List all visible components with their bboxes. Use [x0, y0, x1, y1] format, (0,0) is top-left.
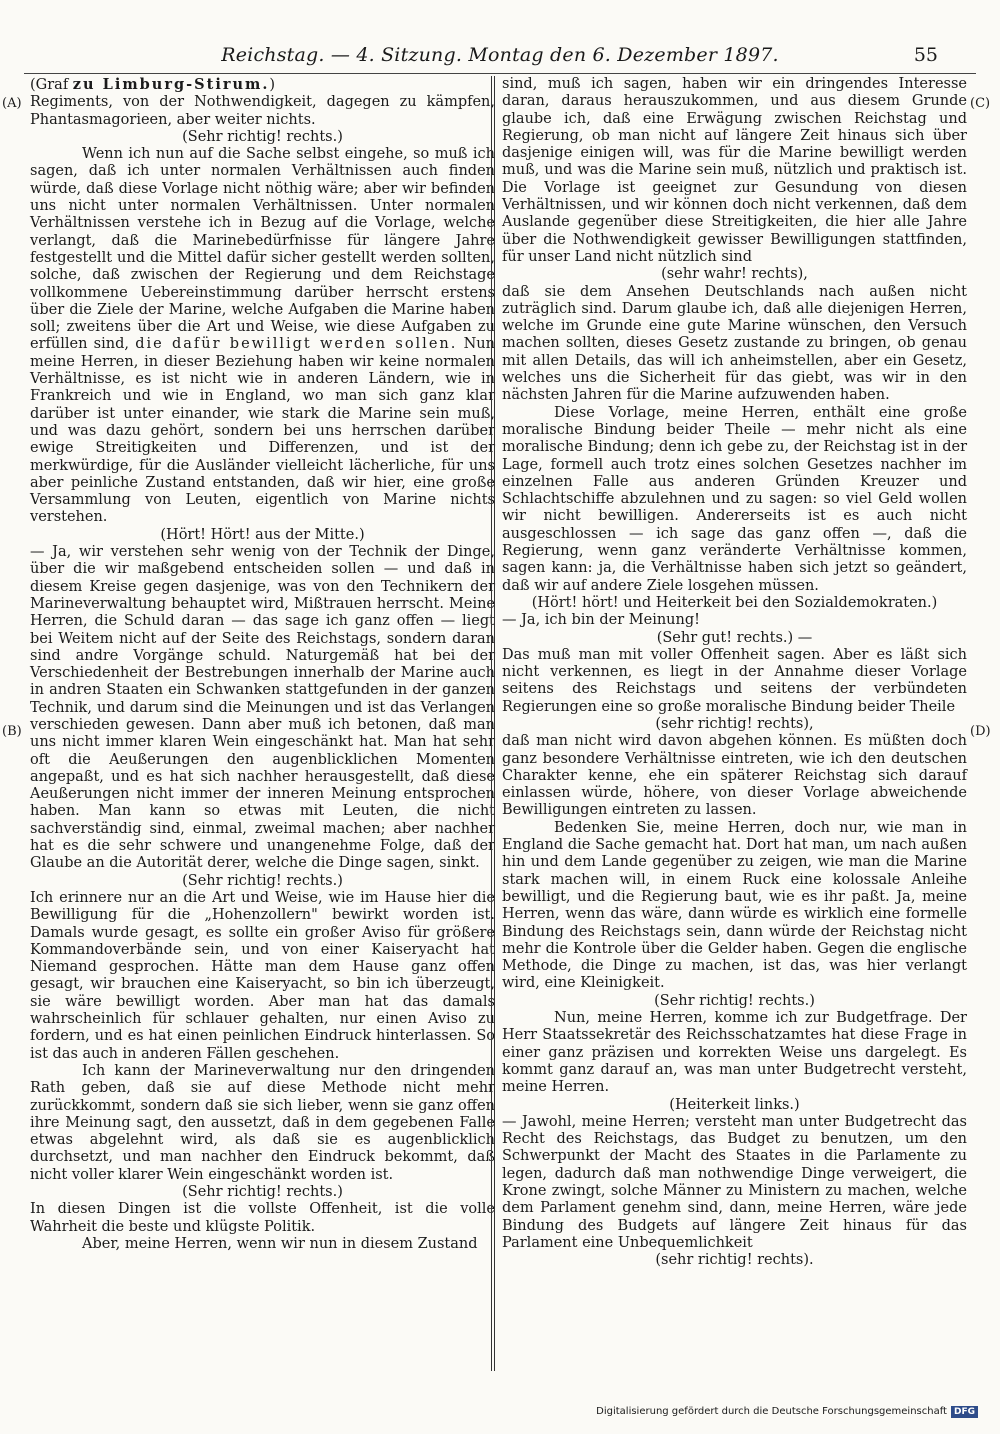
interjection: (Sehr richtig! rechts.): [182, 872, 343, 889]
interjection: (Sehr gut! rechts.) —: [656, 629, 813, 646]
margin-mark-a: (A): [2, 96, 22, 111]
page-number: 55: [913, 44, 938, 66]
paragraph: Ich erinnere nur an die Art und Weise, wie im Hause hier die Bewilligung für die „Hohenzollern" bewirkt worden ist. Damals wurde gesagt, es sollte ein großer Aviso für größere Kommandoverbände sein, und von einer Kaiseryacht hat Niemand gesprochen. Hätte man dem Hause ganz offen gesagt, wir brauchen eine Kaiseryacht, so bin ich überzeugt, sie wäre bewilligt worden. Aber man hat das damals wahrscheinlich für schlauer gehalten, nur einen Aviso zu fordern, und es hat einen peinlichen Eindruck hinterlassen. So ist das auch in anderen Fällen geschehen.: [30, 889, 495, 1062]
speaker-line: (Graf zu Limburg-Stirum.): [30, 76, 276, 93]
paragraph: Ich kann der Marineverwaltung nur den dringenden Rath geben, daß sie auf diese Methode nicht mehr zurückkommt, sondern daß sie sich lieber, wenn sie ganz offen ihre Meinung sagt, den aussetzt, daß in dem gegebenen Falle etwas abgelehnt wird, als daß sie es augenblicklich durchsetzt, und man nachher den Eindruck bekommt, daß nicht voller klarer Wein eingeschänkt worden ist.: [30, 1062, 495, 1183]
right-column: [502, 76, 967, 1269]
page-header-title: Reichstag. — 4. Sitzung. Montag den 6. Dezember 1897.: [221, 44, 779, 66]
interjection: (Hört! hört! und Heiterkeit bei den Sozialdemokraten.): [531, 594, 938, 611]
interjection: (Hört! Hört! aus der Mitte.): [160, 526, 365, 543]
paragraph: Aber, meine Herren, wenn wir nun in diesem Zustand: [82, 1235, 478, 1252]
interjection: (Sehr richtig! rechts.): [182, 1184, 343, 1200]
interjection: (Sehr richtig! rechts.): [182, 128, 343, 145]
margin-mark-b: (B): [2, 724, 22, 739]
column-divider: [491, 76, 495, 1371]
paragraph: Nun, meine Herren, komme ich zur Budgetfrage. Der Herr Staatssekretär des Reichsschatzamtes hat diese Frage in einer ganz präzisen und korrekten Weise uns dargelegt. Es kommt ganz darauf an, was man unter Budgetrecht versteht, meine Herren.: [502, 1010, 967, 1096]
interjection: (Heiterkeit links.): [669, 1096, 800, 1113]
interjection: (sehr richtig! rechts).: [655, 1252, 814, 1269]
paragraph: — Jawohl, meine Herren; versteht man unter Budgetrecht das Recht des Reichstags, das Budget zu benutzen, um den Schwerpunkt der Macht des Staates in die Parlamente zu legen, dadurch daß man nothwendige Dinge verweigert, die Krone zwingt, solche Männer zu Ministern zu machen, welche dem Parlament genehm sind, dann, meine Herren, wäre jede Bindung des Budgets auf längere Zeit hinaus für das Parlament eine Unbequemlichkeit: [502, 1113, 967, 1251]
margin-mark-d: (D): [970, 724, 991, 739]
paragraph: Bedenken Sie, meine Herren, doch nur, wie man in England die Sache gemacht hat. Dort hat man, um nach außen hin und dem Lande gegenüber zu zeigen, wie man die Marine stark machen will, in einem Ruck eine kolossale Anleihe bewilligt, und die Regierung baut, wie es ihr paßt. Ja, meine Herren, wenn das wäre, dann würde es wirklich eine formelle Bindung des Reichstags sein, dann würde der Reichstag nicht mehr die Kontrole über die Gelder haben. Gegen die englische Methode, die Dinge zu machen, ist das, was hier verlangt wird, eine Kleinigkeit.: [502, 819, 967, 992]
interjection: (Sehr richtig! rechts.): [654, 992, 815, 1009]
interjection: (sehr wahr! rechts),: [661, 266, 808, 283]
paragraph: sind, muß ich sagen, haben wir ein dringendes Interesse daran, daraus herauszukommen, und aus diesem Grunde glaube ich, daß eine Erwägung zwischen Reichstag und Regierung, ob man nicht auf längere Zeit hinaus sich über dasjenige einigen will, was für die Marine bewilligt werden muß, und was die Marine sein muß, nützlich und praktisch ist. Die Vorlage ist geeignet zur Gesundung von diesen Verhältnissen, und wir können doch nicht verkennen, daß dem Auslande gegenüber diese Streitigkeiten, die hier alle Jahre über die Nothwendigkeit gewisser Bewilligungen stattfinden, für unser Land nicht nützlich sind: [502, 76, 967, 265]
interjection: (sehr richtig! rechts),: [655, 715, 814, 732]
speaker-name: zu Limburg-Stirum.: [72, 76, 270, 93]
dfg-logo: DFG: [951, 1406, 978, 1418]
margin-mark-c: (C): [970, 96, 991, 111]
footer-text: Digitalisierung gefördert durch die Deutsche Forschungsgemeinschaft: [596, 1406, 947, 1417]
header-rule: [24, 73, 976, 74]
paragraph: Wenn ich nun auf die Sache selbst eingehe, so muß ich sagen, daß ich unter normalen Verhältnissen auch finden würde, daß diese Vorlage nicht nöthig wäre; aber wir befinden uns nicht unter normalen Verhältnissen. Unter normalen Verhältnissen verstehe ich in Bezug auf die Vorlage, welche verlangt, daß die Marinebedürfnisse für längere Jahre festgestellt und die Mittel dafür sicher gestellt werden sollten, solche, daß zwischen der Regierung und dem Reichstage vollkommene Uebereinstimmung darüber herrscht erstens über die Ziele der Marine, welche Aufgaben die Marine haben soll; zweitens über die Art und Weise, wie diese Aufgaben zu erfüllen sind, die dafür bewilligt werden sollen. Nun meine Herren, in dieser Beziehung haben wir keine normalen Verhältnisse, es ist nicht wie in anderen Ländern, wie in Frankreich und wie in England, wo man sich ganz klar darüber ist unter einander, wie stark die Marine sein muß, und was dazu gehört, sondern bei uns herrschen darüber ewige Streitigkeiten und Differenzen, und ist der merkwürdige, für die Ausländer vielleicht lächerliche, für uns aber peinliche Zustand entstanden, daß wir hier, eine große Versammlung von Leuten, eigentlich von Marine nichts verstehen.: [30, 146, 495, 526]
paragraph: Regiments, von der Nothwendigkeit, dagegen zu kämpfen, Phantasmagorieen, aber weiter nichts.: [30, 94, 495, 128]
paragraph: — Ja, wir verstehen sehr wenig von der Technik der Dinge, über die wir maßgebend entscheiden sollen — und daß in diesem Kreise gegen dasjenige, was von den Technikern der Marineverwaltung behauptet wird, Mißtrauen herrscht. Meine Herren, die Schuld daran — das sage ich ganz offen — liegt bei Weitem nicht auf der Seite des Reichstags, sondern daran sind andre Vorgänge schuld. Naturgemäß hat bei der Verschiedenheit der Bestrebungen innerhalb der Marine auch in andren Staaten ein Schwanken stattgefunden in der ganzen Technik, und darum sind die Meinungen und ist das Verlangen verschieden gewesen. Dann aber muß ich betonen, daß man uns nicht immer klaren Wein eingeschänkt hat. Man hat sehr oft die Aeußerungen den augenblicklichen Momenten angepaßt, und es hat sich nachher herausgestellt, daß diese Aeußerungen nicht immer der inneren Meinung entsprochen haben. Man kann so etwas mit Leuten, die nicht sachverständig sind, einmal, zweimal machen; aber nachher hat es die sehr schwere und unangenehme Folge, daß der Glaube an die Autorität derer, welche die Dinge sagen, sinkt.: [30, 544, 495, 872]
paragraph: daß sie dem Ansehen Deutschlands nach außen nicht zuträglich sind. Darum glaube ich, daß alle diejenigen Herren, welche im Grunde eine gute Marine wünschen, den Versuch machen sollten, dieses Gesetz zustande zu bringen, ob genau mit allen Details, das will ich anheimstellen, aber ein Gesetz, welches uns die Sicherheit für das giebt, was wir in den nächsten Jahren für die Marine aufzuwenden haben.: [502, 283, 967, 404]
paragraph: — Ja, ich bin der Meinung!: [502, 612, 700, 629]
left-column: [30, 76, 495, 1253]
paragraph: Diese Vorlage, meine Herren, enthält eine große moralische Bindung beider Theile — mehr nicht als eine moralische Bindung; denn ich gebe zu, der Reichstag ist in der Lage, formell auch trotz eines solchen Gesetzes nachher im einzelnen Falle aus anderen Gründen Kreuzer und Schlachtschiffe abzulehnen und zu sagen: so viel Geld wollen wir nicht bewilligen. Andererseits ist es auch nicht ausgeschlossen — ich sage das ganz offen —, daß die Regierung, wenn ganz veränderte Verhältnisse kommen, sagen kann: ja, die Verhältnisse haben sich jetzt so geändert, daß wir auf andere Ziele losgehen müssen.: [502, 404, 967, 594]
paragraph: Das muß man mit voller Offenheit sagen. Aber es läßt sich nicht verkennen, es liegt in der Annahme dieser Vorlage seitens des Reichstags und seitens der verbündeten Regierungen eine so große moralische Bindung beider Theile: [502, 646, 967, 715]
footer-credit: [596, 1406, 978, 1418]
paragraph: daß man nicht wird davon abgehen können. Es müßten doch ganz besondere Verhältnisse eintreten, wie ich den deutschen Charakter kenne, ehe ein späterer Reichstag sich darauf einlassen würde, höhere, von dieser Vorlage abweichende Bewilligungen eintreten zu lassen.: [502, 733, 967, 819]
spaced-emphasis: die dafür bewilligt werden sollen.: [135, 336, 458, 353]
paragraph: In diesen Dingen ist die vollste Offenheit, ist die volle Wahrheit die beste und klügste Politik.: [30, 1201, 495, 1235]
